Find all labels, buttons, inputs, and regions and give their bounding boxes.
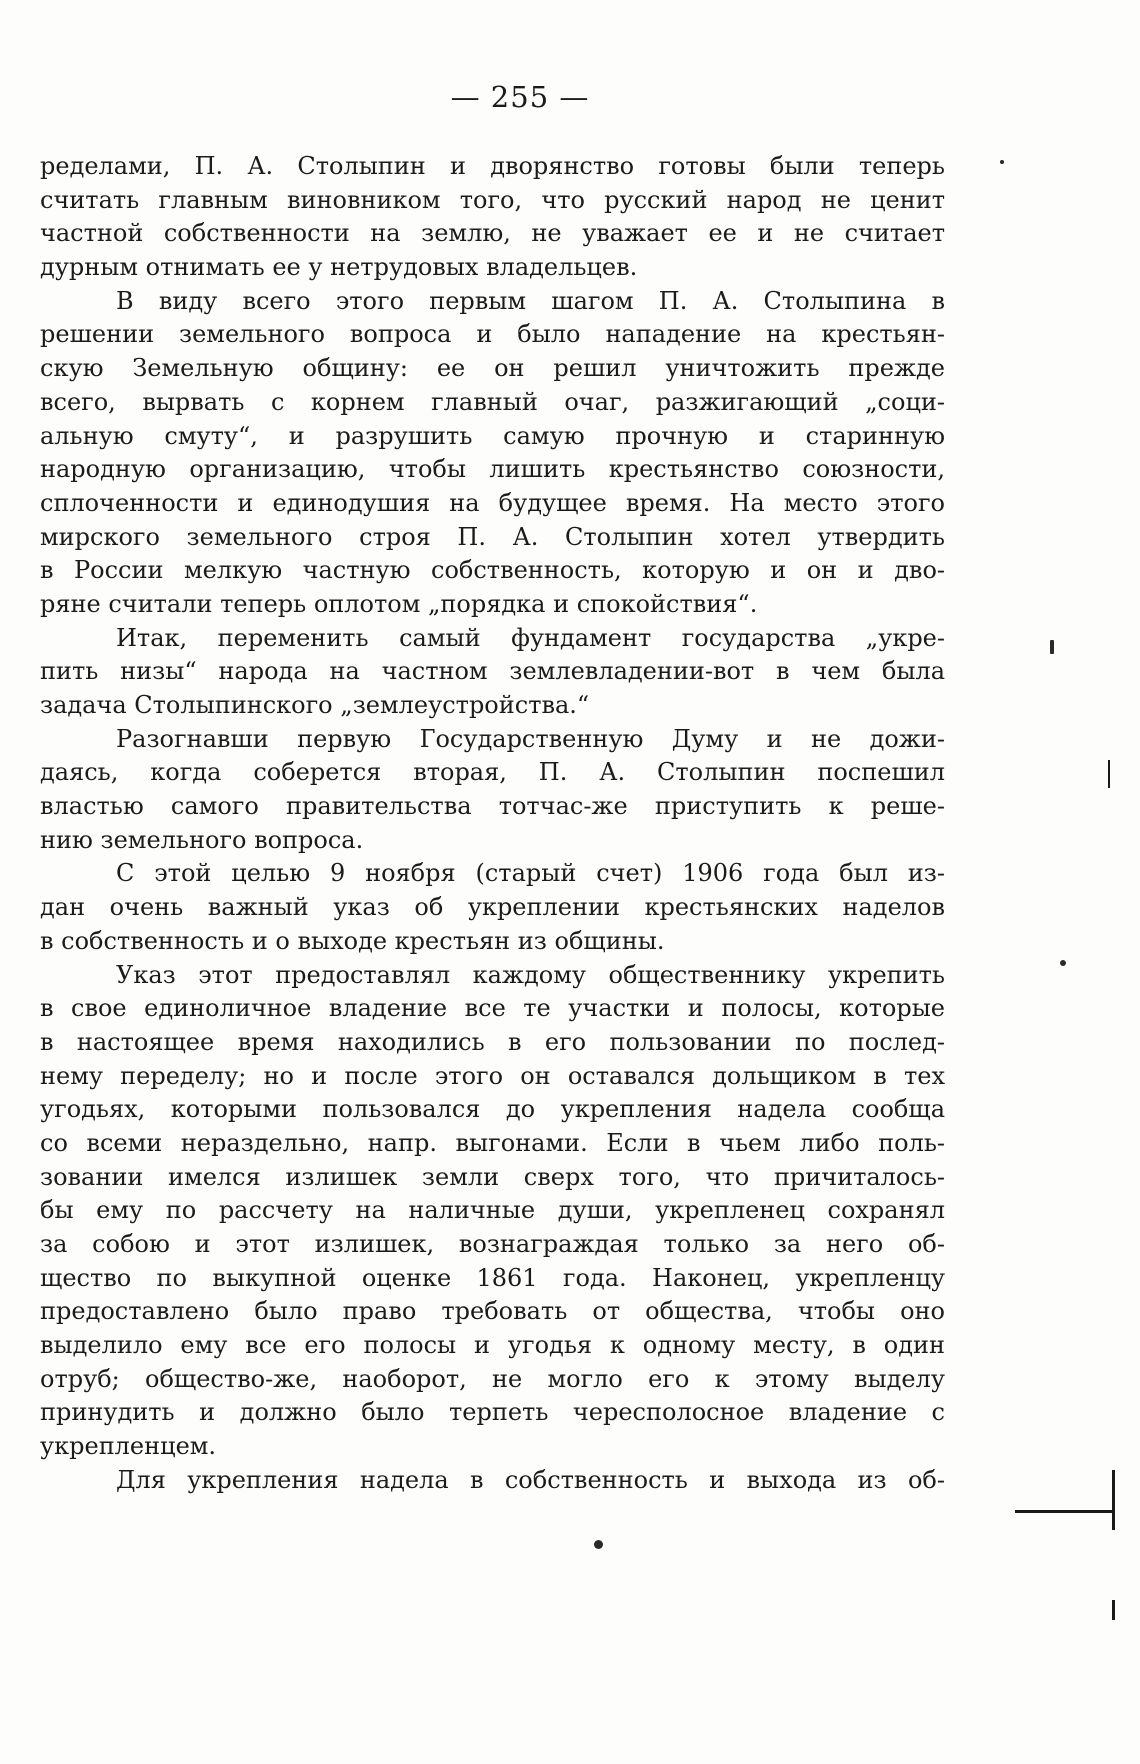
text-line: нию земельного вопроса.	[40, 825, 364, 854]
text-line: мирского земельного строя П. А. Столыпин хотел утвердить	[40, 522, 945, 551]
text-line: народную организацию, чтобы лишить крестьянство союзности,	[40, 455, 945, 484]
text-line: в России мелкую частную собственность, которую и он и дво-	[40, 556, 945, 585]
text-line: альную смуту“, и разрушить самую прочную и старинную	[40, 421, 945, 450]
text-line: В виду всего этого первым шагом П. А. Столыпина в	[116, 286, 945, 315]
text-line: в свое единоличное владение все те участки и полосы, которые	[40, 994, 945, 1023]
text-line: ределами, П. А. Столыпин и дворянство готовы были теперь	[40, 152, 945, 180]
text-line: дан очень важный указ об укреплении крестьянских наделов	[40, 893, 945, 922]
text-line: щество по выкупной оценке 1861 года. Наконец, укрепленцу	[40, 1263, 945, 1292]
text-line: бы ему по рассчету на наличные души, укрепленец сохранял	[40, 1196, 945, 1225]
text-line: за собою и этот излишек, вознаграждая только за него об-	[40, 1230, 945, 1258]
scan-speck	[1050, 640, 1054, 654]
scan-margin-mark	[1112, 1600, 1115, 1620]
scan-margin-mark	[1108, 760, 1110, 788]
text-line: в настоящее время находились в его пользовании по послед-	[40, 1027, 945, 1056]
text-line: даясь, когда соберется вторая, П. А. Столыпин поспешил	[40, 758, 945, 787]
text-line: частной собственности на землю, не уважает ее и не считает	[40, 219, 945, 248]
text-line: властью самого правительства тотчас-же приступить к реше-	[40, 792, 945, 821]
text-line: решении земельного вопроса и было нападение на крестьян-	[40, 320, 945, 349]
text-line: со всеми нераздельно, напр. выгонами. Если в чьем либо поль-	[40, 1128, 945, 1157]
scan-margin-mark	[1015, 1510, 1115, 1513]
text-line: дурным отнимать ее у нетрудовых владельцев.	[40, 253, 638, 282]
text-line: Итак, переменить самый фундамент государства „укре-	[116, 623, 945, 652]
text-line: задача Столыпинского „землеустройства.“	[40, 691, 590, 719]
text-line: скую Земельную общину: ее он решил уничтожить прежде	[40, 354, 945, 383]
page-number: — 255 —	[450, 80, 590, 114]
text-line: пить низы“ народа на частном землевладении-вот в чем была	[40, 657, 945, 686]
text-line: угодьях, которыми пользовался до укрепления надела сообща	[40, 1095, 945, 1124]
text-line: Для укрепления надела в собственность и выхода из об-	[116, 1465, 945, 1494]
body-text	[40, 150, 945, 1498]
text-line: всего, вырвать с корнем главный очаг, разжигающий „соци-	[40, 387, 945, 416]
text-line: отруб; общество-же, наоборот, не могло его к этому выделу	[40, 1364, 945, 1393]
text-line: С этой целью 9 ноября (старый счет) 1906 года был из-	[116, 859, 945, 888]
text-line: выделило ему все его полосы и угодья к одному месту, в один	[40, 1331, 945, 1360]
scan-speck	[1000, 160, 1004, 164]
text-line: укрепленцем.	[40, 1432, 217, 1461]
text-line: в собственность и о выходе крестьян из общины.	[40, 926, 665, 955]
text-line: сплоченности и единодушия на будущее время. На место этого	[40, 488, 945, 517]
text-line: ряне считали теперь оплотом „порядка и спокойствия“.	[40, 589, 758, 618]
text-line: принудить и должно было терпеть чересполосное владение с	[40, 1398, 945, 1427]
text-line: нему переделу; но и после этого он оставался дольщиком в тех	[40, 1061, 945, 1090]
scan-speck	[594, 1540, 603, 1549]
text-line: зовании имелся излишек земли сверх того, что причиталось-	[40, 1162, 945, 1191]
text-line: Разогнавши первую Государственную Думу и не дожи-	[116, 724, 945, 753]
scan-speck	[1060, 960, 1066, 966]
text-line: предоставлено было право требовать от общества, чтобы оно	[40, 1297, 945, 1326]
scan-margin-mark	[1112, 1470, 1115, 1530]
text-line: считать главным виновником того, что русский народ не ценит	[40, 185, 945, 214]
text-line: Указ этот предоставлял каждому общественнику укрепить	[116, 960, 945, 989]
